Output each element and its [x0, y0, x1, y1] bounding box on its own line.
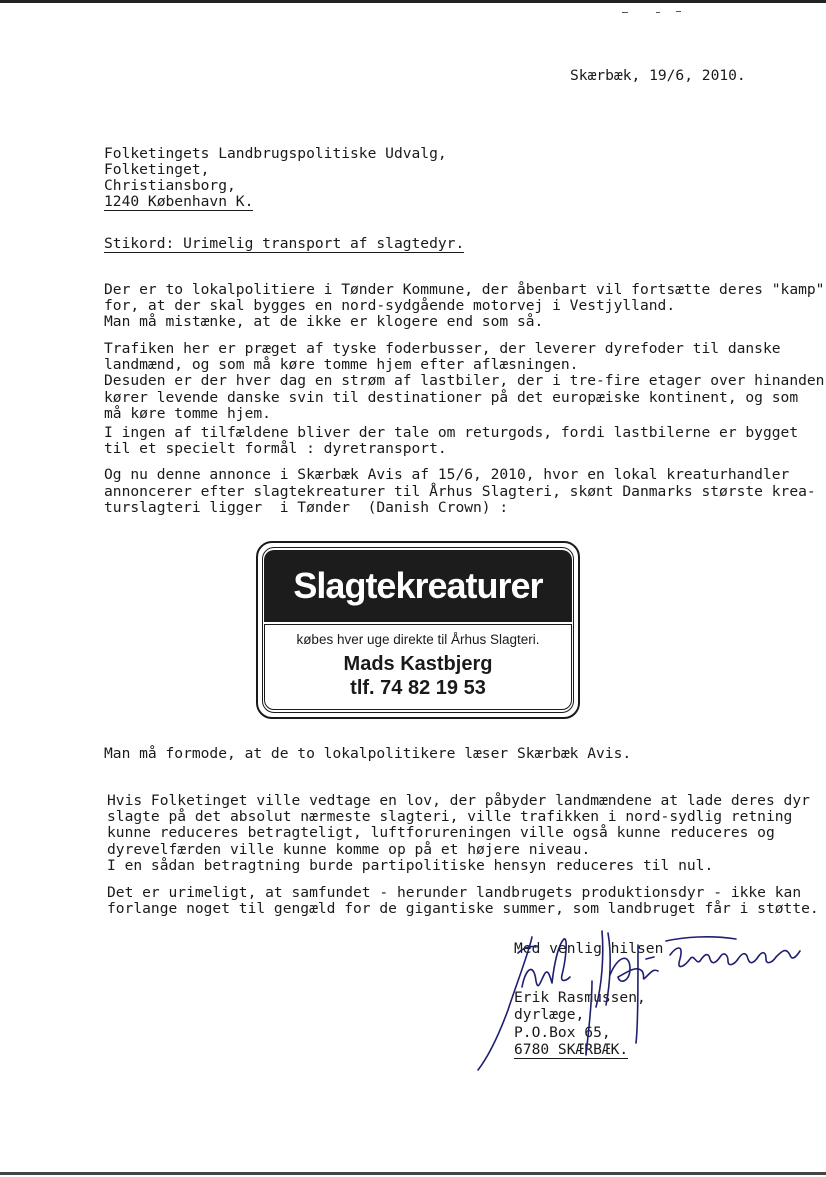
body-line: dyrevelfærden ville kunne komme op på et højere niveau. — [107, 841, 591, 858]
scan-speck — [676, 11, 681, 12]
recipient-line-4: 1240 København K. — [104, 193, 254, 210]
place-date: Skærbæk, 19/6, 2010. — [570, 67, 746, 84]
body-line: annoncerer efter slagtekreaturer til Århus Slagteri, skønt Danmarks største krea- — [104, 483, 816, 500]
body-line: slagte på det absolut nærmeste slagteri, ville trafikken i nord-sydlig retning — [107, 808, 793, 825]
scan-speck — [622, 12, 628, 13]
advertisement-name: Mads Kastbjerg — [343, 653, 493, 675]
body-line: I en sådan betragtning burde partipolitiske hensyn reduceres til nul. — [107, 857, 714, 874]
body-line: Desuden er der hver dag en strøm af lastbiler, der i tre-fire etager over hinanden — [104, 372, 825, 389]
sender-name: Erik Rasmussen, — [514, 989, 646, 1006]
body-line: Der er to lokalpolitiere i Tønder Kommune, der åbenbart vil fortsætte deres "kamp" — [104, 281, 825, 298]
advertisement-headline: Slagtekreaturer — [264, 550, 572, 622]
body-line: Man må formode, at de to lokalpolitikere læser Skærbæk Avis. — [104, 745, 632, 762]
advertisement-body — [264, 624, 572, 710]
scan-speck — [656, 12, 660, 13]
advertisement-phone: tlf. 74 82 19 53 — [350, 677, 486, 699]
body-line: kører levende danske svin til destinationer på det europæiske kontinent, og som — [104, 389, 799, 406]
handwritten-signature — [470, 925, 826, 1075]
body-line: Det er urimeligt, at samfundet - herunder landbrugets produktionsdyr - ikke kan — [107, 884, 802, 901]
body-line: for, at der skal bygges en nord-sydgående motorvej i Vestjylland. — [104, 297, 676, 314]
sender-address: P.O.Box 65, — [514, 1024, 611, 1041]
body-line: Man må mistænke, at de ikke er klogere end som så. — [104, 313, 544, 330]
scan-top-border — [0, 0, 826, 3]
recipient-line-1: Folketingets Landbrugspolitiske Udvalg, — [104, 145, 447, 162]
body-line: I ingen af tilfældene bliver der tale om returgods, fordi lastbilerne er bygget — [104, 424, 799, 441]
body-line: forlange noget til gengæld for de gigantiske summer, som landbruget får i støtte. — [107, 900, 819, 917]
body-line: må køre tomme hjem. — [104, 405, 271, 422]
closing-greeting: Med venlig hilsen — [514, 940, 664, 957]
sender-postcode: 6780 SKÆRBÆK. — [514, 1041, 629, 1058]
recipient-line-3: Christiansborg, — [104, 177, 236, 194]
sender-title: dyrlæge, — [514, 1006, 585, 1023]
body-line: Og nu denne annonce i Skærbæk Avis af 15/6, 2010, hvor en lokal kreaturhandler — [104, 466, 790, 483]
advertisement-subline: købes hver uge direkte til Århus Slagteri. — [296, 632, 540, 647]
body-line: kunne reduceres betragteligt, luftforureningen ville også kunne reduceres og — [107, 824, 775, 841]
body-line: Trafiken her er præget af tyske foderbusser, der leverer dyrefoder til danske — [104, 340, 781, 357]
scan-bottom-border — [0, 1172, 826, 1175]
body-line: turslagteri ligger i Tønder (Danish Crown) : — [104, 499, 509, 516]
recipient-line-2: Folketinget, — [104, 161, 210, 178]
body-line: landmænd, og som må køre tomme hjem efter aflæsningen. — [104, 356, 579, 373]
body-line: Hvis Folketinget ville vedtage en lov, der påbyder landmændene at lade deres dyr — [107, 792, 810, 809]
body-line: til et specielt formål : dyretransport. — [104, 440, 447, 457]
subject-line: Stikord: Urimelig transport af slagtedyr. — [104, 235, 465, 252]
